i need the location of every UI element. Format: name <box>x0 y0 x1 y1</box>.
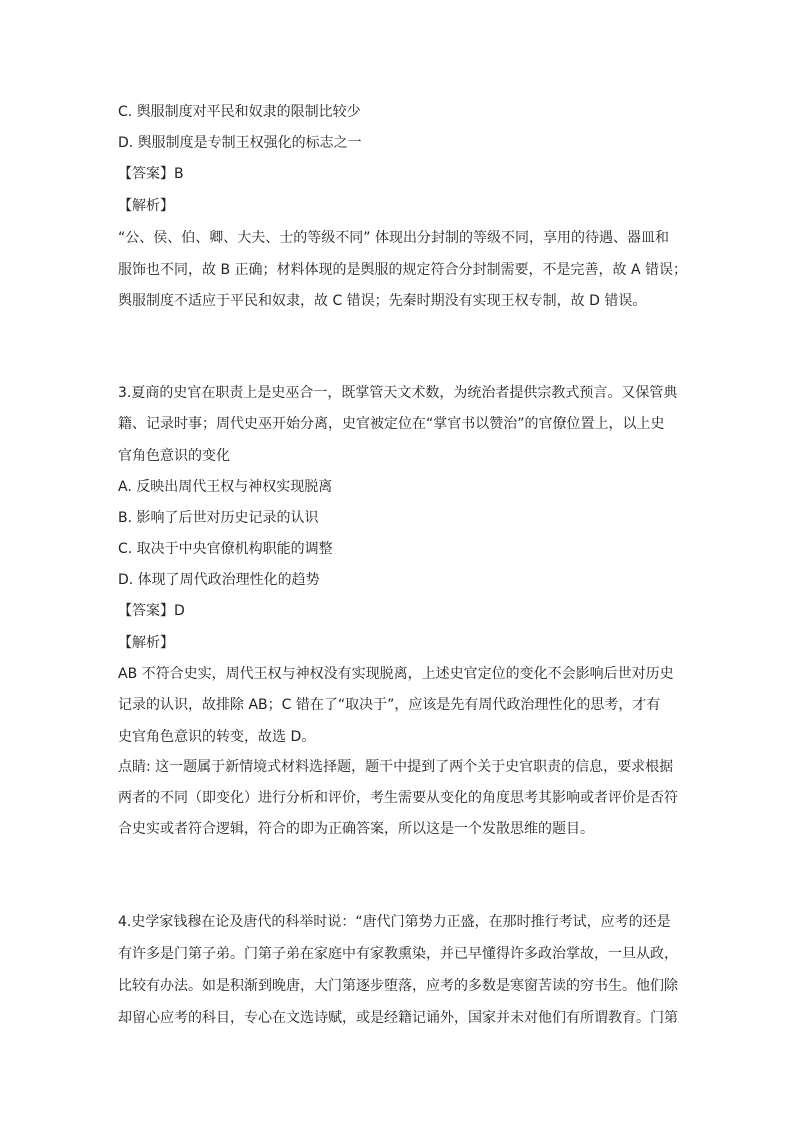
q2-analysis-line: 服饰也不同，故 B 正确；材料体现的是舆服的规定符合分封制需要，不是完善，故 A 错误； <box>118 262 687 278</box>
q3-option-a: A. 反映出周代王权与神权实现脱离 <box>118 479 333 495</box>
q3-answer: 【答案】D <box>118 603 185 619</box>
q3-analysis-line: AB 不符合史实，周代王权与神权没有实现脱离，上述史官定位的变化不会影响后世对历史 <box>118 666 674 682</box>
q2-analysis-line: “公、侯、伯、卿、大夫、士的等级不同” 体现出分封制的等级不同，享用的待遇、器皿和 <box>118 230 669 246</box>
q3-stem-line: 籍、记录时事；周代史巫开始分离，史官被定位在“掌官书以赞治”的官僚位置上，以上史 <box>118 416 665 432</box>
q3-option-d: D. 体现了周代政治理性化的趋势 <box>118 572 320 588</box>
q3-analysis-label: 【解析】 <box>118 635 174 651</box>
q3-analysis-line: 记录的认识，故排除 AB；C 错在了“取决于”，应该是先有周代政治理性化的思考，才有 <box>118 697 661 713</box>
q3-option-c: C. 取决于中央官僚机构职能的调整 <box>118 541 333 557</box>
q3-comment-line: 两者的不同（即变化）进行分析和评价，考生需要从变化的角度思考其影响或者评价是否符 <box>118 790 678 806</box>
q4-stem-line: 比较有办法。如是积渐到晚唐，大门第逐步堕落，应考的多数是寒窗苦读的穷书生。他们除 <box>118 978 678 994</box>
q3-stem-line: 3.夏商的史官在职责上是史巫合一，既掌管天文术数，为统治者提供宗教式预言。又保管典 <box>118 385 678 401</box>
q4-stem-line: 却留心应考的科目，专心在文选诗赋，或是经籍记诵外，国家并未对他们有所谓教育。门第 <box>118 1010 678 1026</box>
q3-option-b: B. 影响了后世对历史记录的认识 <box>118 510 319 526</box>
q4-stem-line: 有许多是门第子弟。门第子弟在家庭中有家教熏染，并已早懂得许多政治掌故，一旦从政， <box>118 946 678 962</box>
q2-analysis-label: 【解析】 <box>118 198 174 214</box>
q2-analysis-line: 舆服制度不适应于平民和奴隶，故 C 错误；先秦时期没有实现王权专制，故 D 错误。 <box>118 293 647 309</box>
q3-stem-line: 官角色意识的变化 <box>118 448 230 464</box>
q3-comment-line: 合史实或者符合逻辑，符合的即为正确答案，所以这是一个发散思维的题目。 <box>118 821 594 837</box>
q3-analysis-line: 史官角色意识的转变，故选 D。 <box>118 729 316 745</box>
q2-option-d: D. 舆服制度是专制王权强化的标志之一 <box>118 135 362 151</box>
q2-option-c: C. 舆服制度对平民和奴隶的限制比较少 <box>118 104 361 120</box>
q3-comment-line: 点睛: 这一题属于新情境式材料选择题，题干中提到了两个关于史官职责的信息，要求根据 <box>118 759 674 775</box>
q4-stem-line: 4.史学家钱穆在论及唐代的科举时说：“唐代门第势力正盛，在那时推行考试，应考的还是 <box>118 914 671 930</box>
q2-answer: 【答案】B <box>118 166 184 182</box>
